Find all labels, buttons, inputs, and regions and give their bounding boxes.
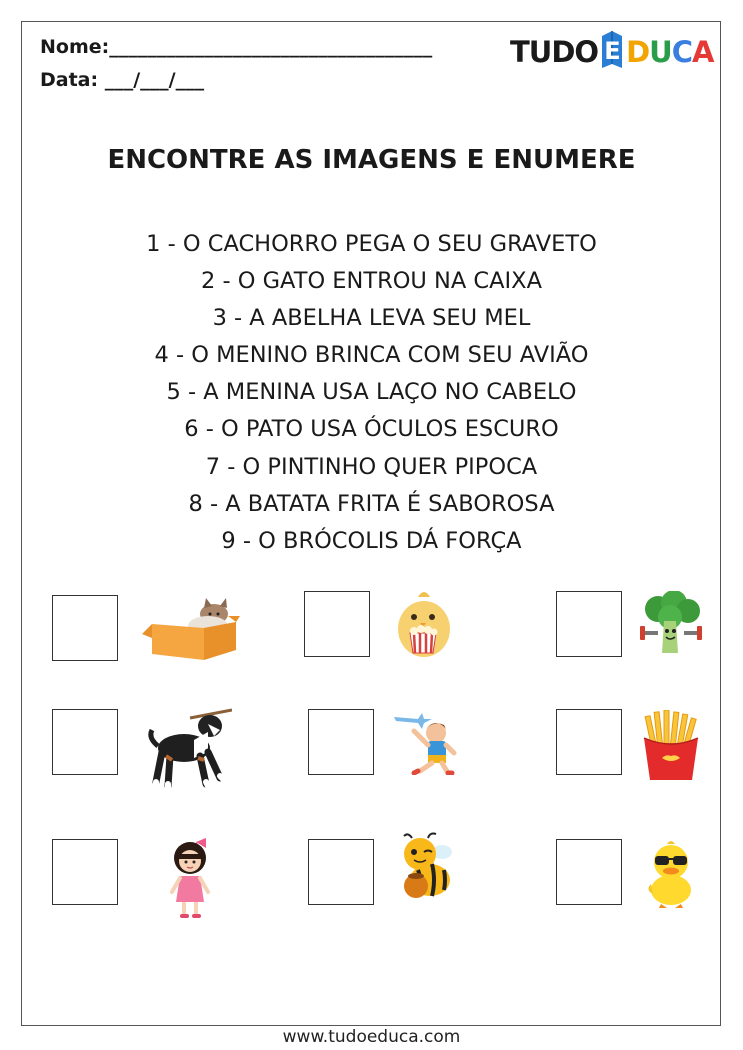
answer-box[interactable] — [52, 839, 118, 905]
sentence-item: 2 - O GATO ENTROU NA CAIXA — [201, 268, 542, 295]
sentence-item: 3 - A ABELHA LEVA SEU MEL — [212, 305, 531, 332]
broccoli-dumbbells-icon — [638, 591, 704, 657]
girl-bow-icon — [166, 836, 214, 920]
sentence-item: 8 - A BATATA FRITA É SABOROSA — [188, 490, 555, 517]
french-fries-icon — [640, 710, 702, 782]
answer-box[interactable] — [52, 595, 118, 661]
sentence-item: 1 - O CACHORRO PEGA O SEU GRAVETO — [146, 231, 597, 257]
page-title: ENCONTRE AS IMAGENS E ENUMERE — [107, 145, 636, 175]
sentence-item: 4 - O MENINO BRINCA COM SEU AVIÃO — [154, 342, 589, 369]
logo-letter-e: E — [604, 37, 620, 65]
dog-stick-icon — [148, 708, 232, 790]
sentence-item: 7 - O PINTINHO QUER PIPOCA — [205, 453, 538, 480]
answer-box[interactable] — [308, 709, 374, 775]
sentence-item: 6 - O PATO USA ÓCULOS ESCURO — [184, 416, 559, 443]
logo-book-e — [598, 28, 626, 72]
logo-part1: TUDO — [510, 35, 599, 69]
answer-box[interactable] — [556, 839, 622, 905]
duck-sunglasses-icon — [645, 838, 697, 910]
answer-box[interactable] — [52, 709, 118, 775]
answer-box[interactable] — [308, 839, 374, 905]
chick-popcorn-icon — [396, 589, 452, 659]
date-field[interactable]: Data: ___/___/___ — [40, 69, 205, 91]
answer-box[interactable] — [556, 591, 622, 657]
logo-letter-a: A — [692, 35, 714, 69]
book-icon — [598, 28, 626, 72]
name-field[interactable]: Nome:__________________________________ — [40, 36, 433, 58]
logo-letter-u: U — [649, 35, 672, 69]
logo — [510, 28, 720, 78]
footer-url[interactable]: www.tudoeduca.com — [282, 1027, 461, 1047]
boy-airplane-icon — [392, 709, 458, 775]
logo-letter-c: C — [671, 35, 692, 69]
answer-box[interactable] — [556, 709, 622, 775]
bee-honey-icon — [398, 832, 456, 904]
cat-in-box-icon — [142, 594, 240, 662]
sentence-list — [0, 226, 743, 560]
sentence-item: 5 - A MENINA USA LAÇO NO CABELO — [166, 379, 577, 406]
sentence-item: 9 - O BRÓCOLIS DÁ FORÇA — [221, 527, 522, 554]
logo-letter-d: D — [626, 35, 650, 69]
answer-box[interactable] — [304, 591, 370, 657]
